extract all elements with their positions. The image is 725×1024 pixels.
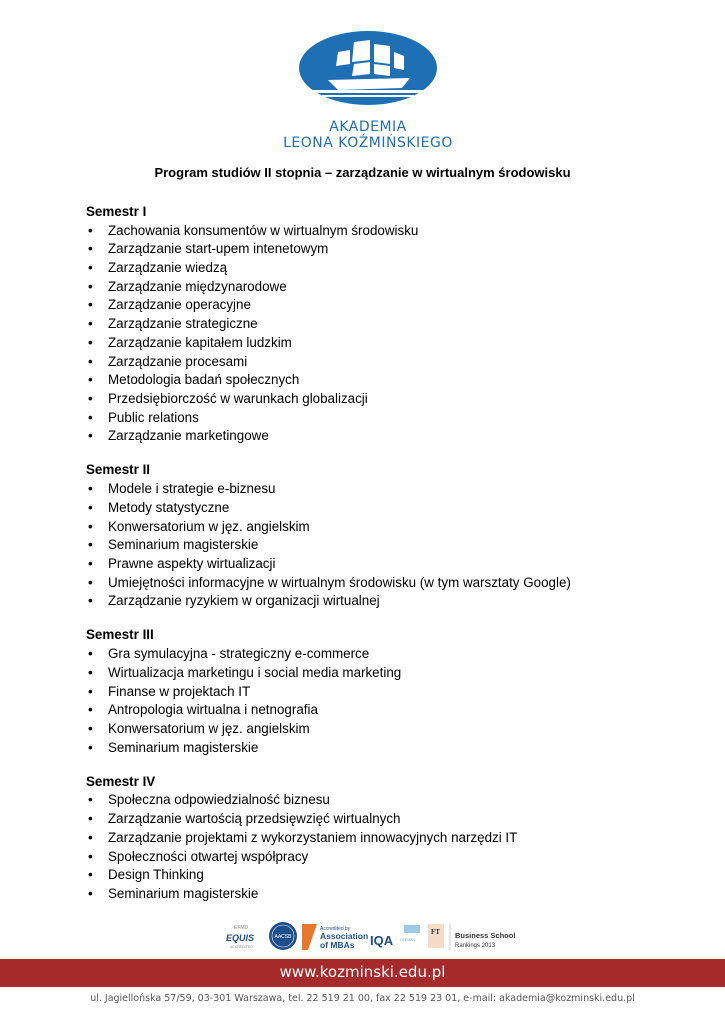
course-item: • Zarządzanie start-upem intenetowym bbox=[86, 240, 686, 259]
semester-heading: Semestr I bbox=[86, 204, 147, 219]
course-item: • Wirtualizacja marketingu i social media marketing bbox=[86, 664, 686, 683]
equis-text: EQUIS bbox=[226, 933, 255, 943]
course-item: • Design Thinking bbox=[86, 866, 686, 885]
course-item: • Finanse w projektach IT bbox=[86, 683, 686, 702]
amba-badge bbox=[302, 924, 368, 950]
equis-sub-text: ACCREDITED bbox=[230, 945, 253, 949]
amba-line1-text: Association bbox=[320, 931, 369, 941]
ft-badge bbox=[428, 924, 450, 950]
course-item: • Metody statystyczne bbox=[86, 499, 686, 518]
course-item: • Metodologia badań społecznych bbox=[86, 371, 686, 390]
course-item: • Przedsiębiorczość w warunkach globalizacji bbox=[86, 390, 686, 409]
course-item: • Antropologia wirtualna i netnografia bbox=[86, 701, 686, 720]
course-item: • Społeczna odpowiedzialność biznesu bbox=[86, 791, 686, 810]
iqa-text: IQA bbox=[370, 933, 394, 948]
logo-text-akademia: AKADEMIA bbox=[329, 119, 407, 135]
bs-line2-text: Rankings 2013 bbox=[455, 943, 496, 949]
semester-section bbox=[86, 461, 686, 611]
aacsb-badge bbox=[269, 922, 297, 950]
equis-top-text: EFMD bbox=[234, 925, 249, 931]
website-link[interactable]: www.kozminski.edu.pl bbox=[279, 963, 446, 981]
ceeman-text: CEEMAN bbox=[400, 938, 415, 942]
course-item: • Seminarium magisterskie bbox=[86, 739, 686, 758]
curriculum bbox=[86, 203, 686, 904]
page-title: Program studiów II stopnia – zarządzanie w wirtualnym środowisku bbox=[154, 165, 571, 180]
course-item: • Seminarium magisterskie bbox=[86, 536, 686, 555]
course-item: • Zarządzanie wiedzą bbox=[86, 259, 686, 278]
semester-section bbox=[86, 203, 686, 446]
course-item: • Zarządzanie wartością przedsięwzięć wirtualnych bbox=[86, 810, 686, 829]
course-list bbox=[86, 480, 686, 611]
course-item: • Modele i strategie e-biznesu bbox=[86, 480, 686, 499]
course-item: • Zarządzanie operacyjne bbox=[86, 296, 686, 315]
course-item: • Zarządzanie kapitałem ludzkim bbox=[86, 334, 686, 353]
course-item: • Zarządzanie ryzykiem w organizacji wirtualnej bbox=[86, 592, 686, 611]
equis-badge bbox=[226, 925, 254, 949]
course-item: • Umiejętności informacyjne w wirtualnym środowisku (w tym warsztaty Google) bbox=[86, 574, 686, 593]
accreditation-badges bbox=[222, 920, 522, 954]
bs-line1-text: Business School bbox=[455, 931, 516, 940]
course-list bbox=[86, 791, 686, 903]
semester-section bbox=[86, 626, 686, 757]
ceeman-badge bbox=[400, 925, 420, 942]
course-item: • Public relations bbox=[86, 409, 686, 428]
ft-text: FT bbox=[431, 928, 440, 936]
business-school-rankings bbox=[455, 931, 515, 949]
course-item: • Zarządzanie strategiczne bbox=[86, 315, 686, 334]
course-item: • Zarządzanie procesami bbox=[86, 353, 686, 372]
iqa-badge bbox=[370, 933, 394, 948]
course-list bbox=[86, 222, 686, 446]
course-item: • Zarządzanie marketingowe bbox=[86, 427, 686, 446]
logo-text-leona-kozminskiego: LEONA KOŹMIŃSKIEGO bbox=[283, 135, 453, 151]
course-item: • Zarządzanie międzynarodowe bbox=[86, 278, 686, 297]
course-item: • Społeczności otwartej współpracy bbox=[86, 848, 686, 867]
course-item: • Gra symulacyjna - strategiczny e-commerce bbox=[86, 645, 686, 664]
semester-heading: Semestr III bbox=[86, 627, 154, 643]
course-list bbox=[86, 645, 686, 757]
course-item: • Prawne aspekty wirtualizacji bbox=[86, 555, 686, 574]
contact-address: ul. Jagiellońska 57/59, 03-301 Warszawa, tel. 22 519 21 00, fax 22 519 23 01, e-mail: akademia@kozminski.edu.pl bbox=[90, 993, 635, 1004]
academy-logo-emblem bbox=[298, 30, 438, 106]
course-item: • Zachowania konsumentów w wirtualnym środowisku bbox=[86, 222, 686, 241]
semester-heading: Semestr IV bbox=[86, 773, 156, 789]
aacsb-text: AACSB bbox=[274, 934, 292, 940]
semester-section bbox=[86, 773, 686, 904]
course-item: • Konwersatorium w jęz. angielskim bbox=[86, 720, 686, 739]
amba-line2-text: of MBAs bbox=[320, 940, 355, 950]
course-item: • Konwersatorium w jęz. angielskim bbox=[86, 518, 686, 537]
course-item: • Zarządzanie projektami z wykorzystaniem innowacyjnych narzędzi IT bbox=[86, 829, 686, 848]
amba-arrow-icon bbox=[302, 924, 317, 950]
semester-heading: Semestr II bbox=[86, 462, 151, 478]
amba-small-text: Accredited by bbox=[320, 926, 351, 932]
course-item: • Seminarium magisterskie bbox=[86, 885, 686, 904]
